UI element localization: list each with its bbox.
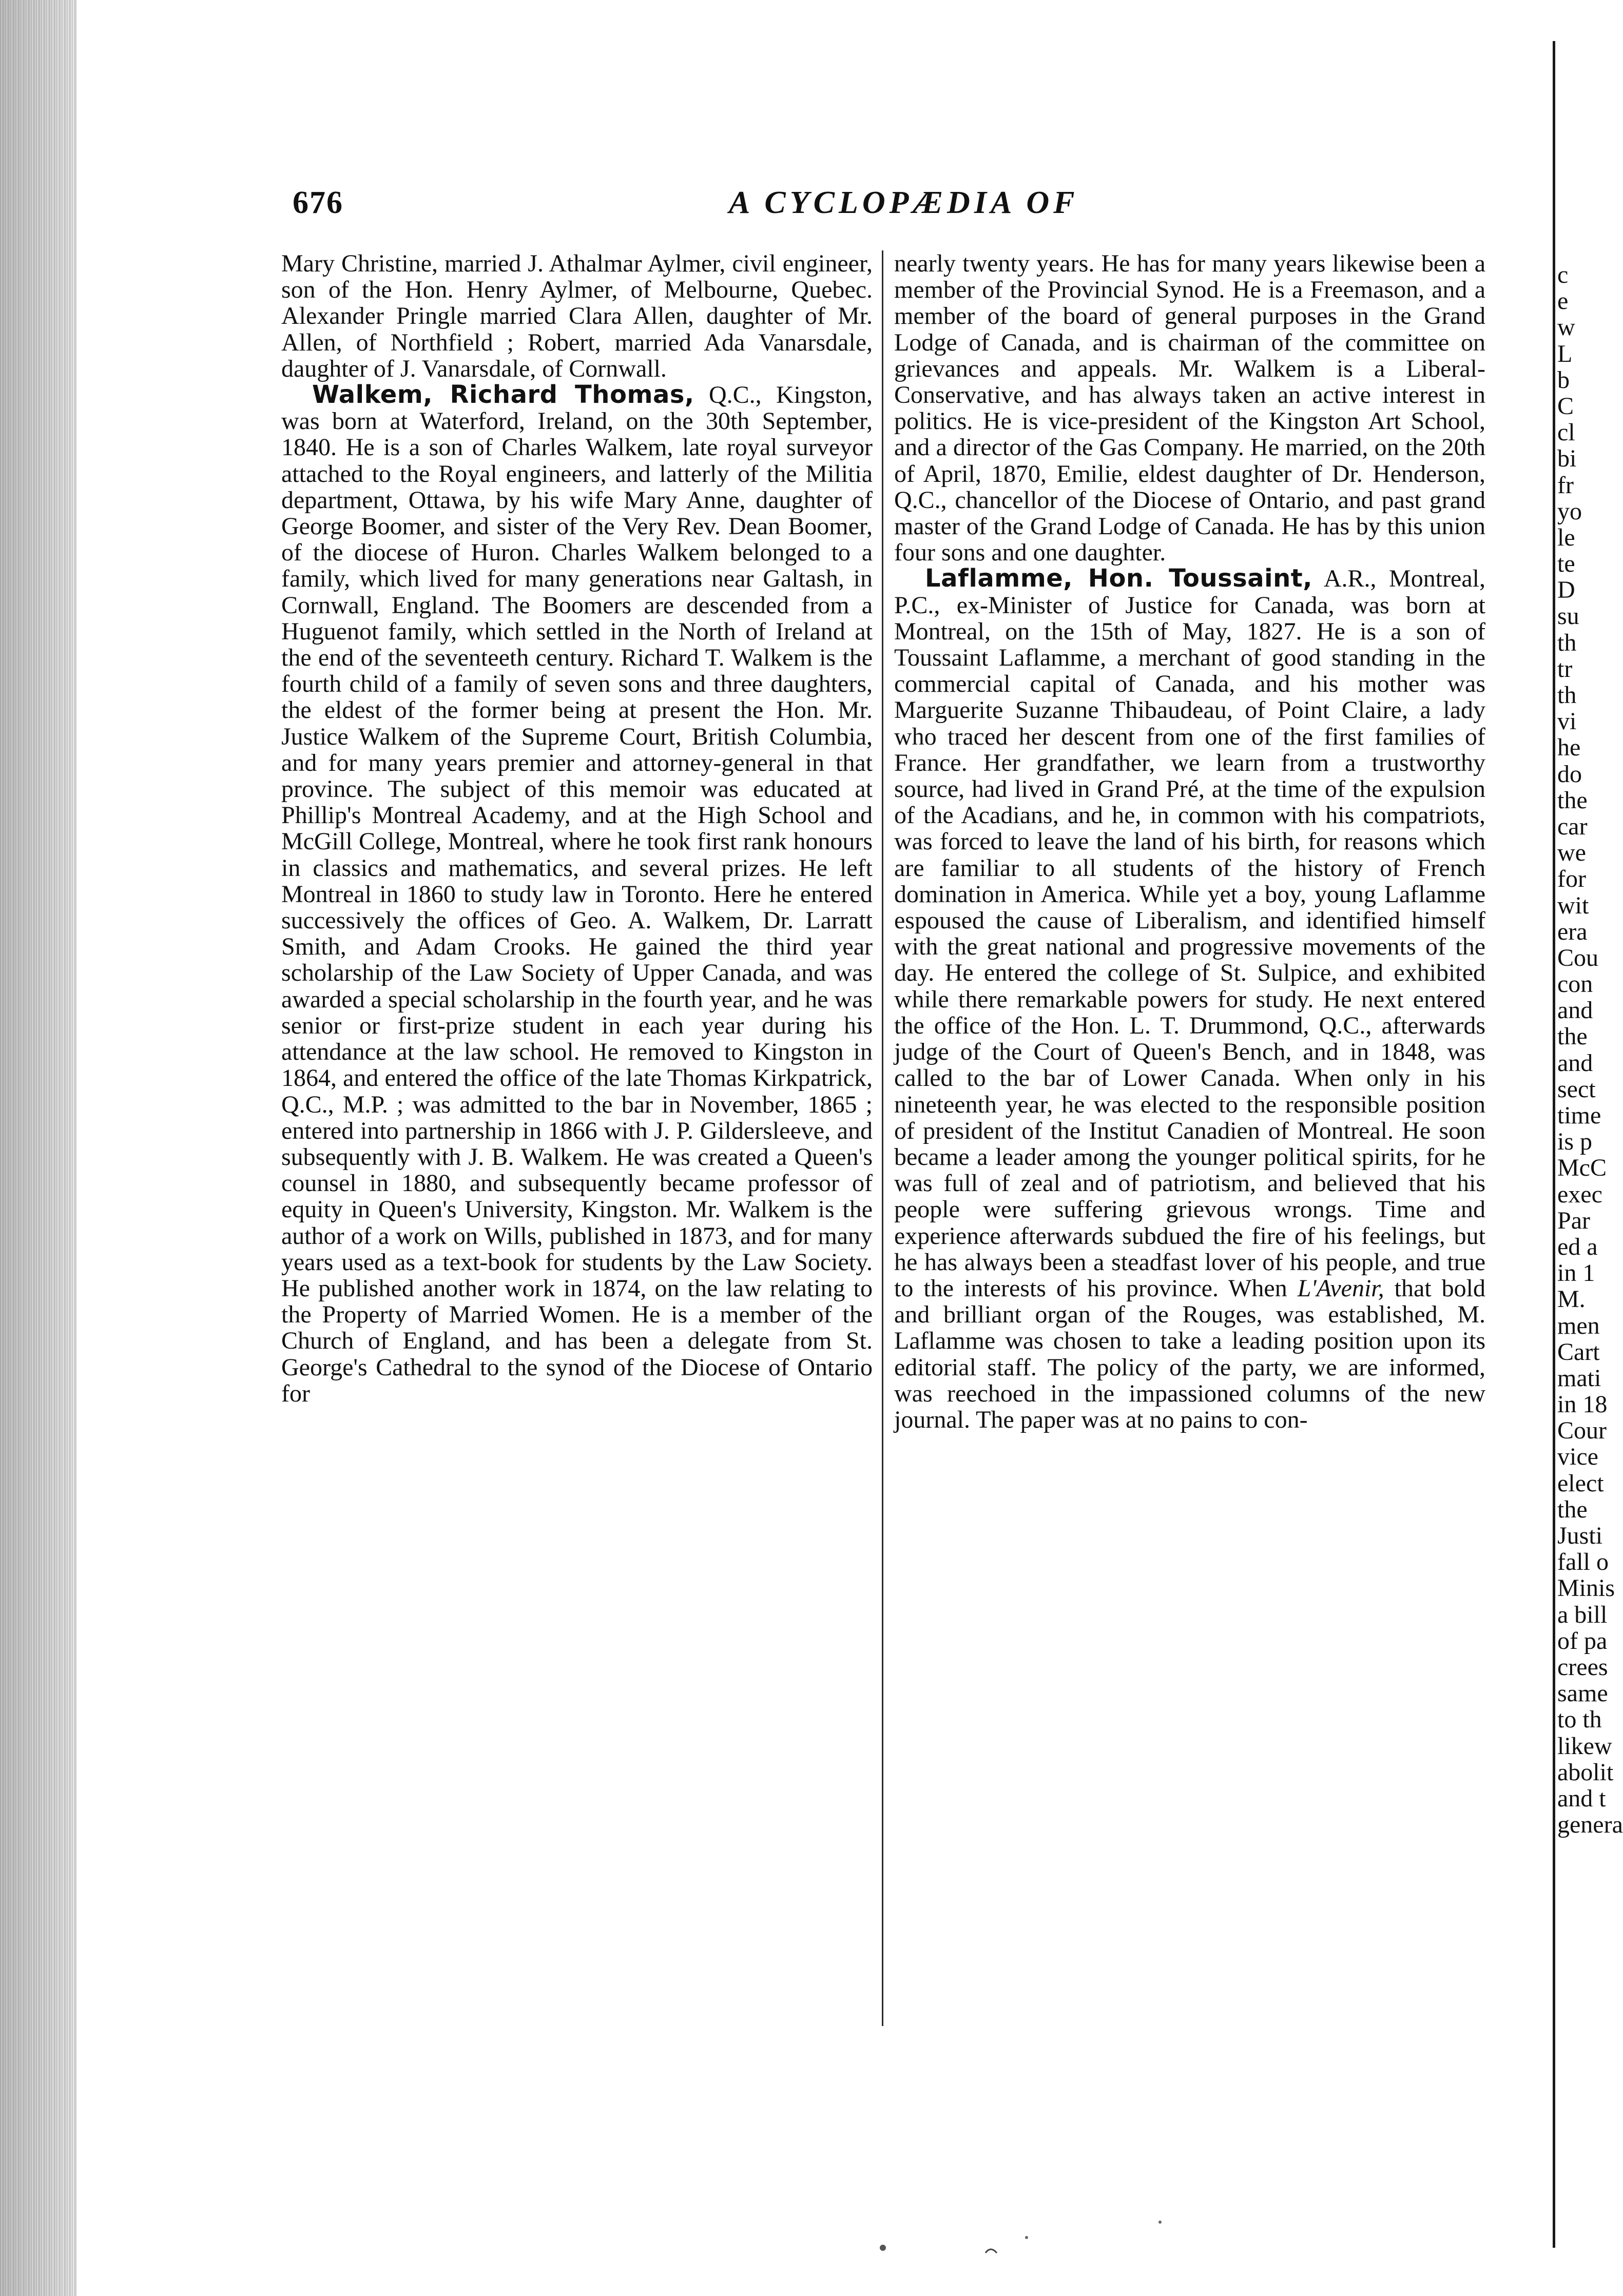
right-column-fragment: c bbox=[1557, 261, 1569, 288]
right-column-fragment: exec bbox=[1557, 1180, 1602, 1208]
right-column-fragment: th bbox=[1557, 682, 1577, 709]
right-column-fragment: to th bbox=[1557, 1706, 1602, 1734]
continuation-paragraph: Mary Christine, married J. Athalmar Aylmer, civil engineer, son of the Hon. Henry Aylmer, of Melbourne, Quebec. Alexander Pringle married Clara Allen, daughter of Mr. Allen, of Northfield ; Robert, married Ada Vanarsdale, daughter of J. Vanarsdale, of Cornwall. bbox=[281, 250, 873, 382]
right-column-fragment: vi bbox=[1557, 708, 1577, 735]
right-column-fragment: fall o bbox=[1557, 1548, 1609, 1576]
right-column-fragment: Justi bbox=[1557, 1522, 1603, 1549]
right-column-fragment: we bbox=[1557, 839, 1586, 867]
right-column-fragment: in 18 bbox=[1557, 1391, 1608, 1418]
right-column-fragment: D bbox=[1557, 576, 1575, 604]
right-column-fragment: tr bbox=[1557, 655, 1573, 683]
right-column-fragment: of pa bbox=[1557, 1627, 1608, 1655]
right-column-fragment: Par bbox=[1557, 1207, 1590, 1234]
right-column-fragment: w bbox=[1557, 314, 1575, 341]
right-column-fragment: is p bbox=[1557, 1128, 1593, 1156]
right-column-fragment: the bbox=[1557, 786, 1588, 814]
right-column-fragment: time bbox=[1557, 1102, 1601, 1129]
newspaper-title: L'Avenir, bbox=[1297, 1274, 1384, 1302]
right-column-fragment: men bbox=[1557, 1312, 1600, 1339]
entry-text: A.R., Montreal, P.C., ex-Minister of Justice for Canada, was born at Montreal, on the 15th of May, 1827. He is a son of Toussaint Laflamme, a merchant of good standing in the commercial capital of Canada, and his mother was Marguerite Suzanne Thibaudeau, of Point Claire, a lady who traced her descent from one of the first families of France. Her grandfather, we learn from a trustworthy source, had lived in Grand Pré, at the time of the expulsion of the Acadians, and he, in common with his compatriots, was forced to leave the land of his birth, for reasons which are familiar to all students of the history of French domination in America. While yet a boy, young Laflamme espoused the cause of Liberalism, and identified himself with the great national and progressive movements of the day. He entered the college of St. Sulpice, and exhibited while there remarkable powers for study. He next entered the office of the Hon. L. T. Drummond, Q.C., afterwards judge of the Court of Queen's Bench, and in 1848, was called to the bar of Lower Canada. When only in his nineteenth year, he was elected to the responsible position of president of the Institut Canadien of Montreal. He soon became a leader among the younger political spirits, for he was full of zeal and of patriotism, and believed that his people were suffering grievous wrongs. Time and experience afterwards subdued the fire of his feelings, but he has always been a steadfast lover of his people, and true to the interests of his province. When bbox=[894, 565, 1485, 1302]
right-column-fragment: e bbox=[1557, 287, 1569, 315]
page-number: 676 bbox=[293, 185, 343, 220]
right-column-fragment: su bbox=[1557, 602, 1579, 630]
right-column-fragment: genera bbox=[1557, 1811, 1623, 1839]
right-column-fragment: the bbox=[1557, 1495, 1588, 1523]
right-column-fragments bbox=[1557, 261, 1623, 1839]
right-column-fragment: and bbox=[1557, 1049, 1593, 1077]
right-column-fragment: for bbox=[1557, 865, 1586, 893]
right-column-fragment: likew bbox=[1557, 1732, 1612, 1760]
entry-name: Laflamme, Hon. Toussaint, bbox=[925, 564, 1312, 593]
right-column-fragment: Cour bbox=[1557, 1417, 1607, 1445]
right-column-fragment: crees bbox=[1557, 1653, 1608, 1681]
right-column-fragment: vice bbox=[1557, 1443, 1598, 1471]
right-column-fragment: era bbox=[1557, 918, 1588, 945]
right-column-fragment: do bbox=[1557, 760, 1582, 788]
entry-text: Q.C., Kingston, was born at Waterford, Ireland, on the 30th September, 1840. He is a son of Charles Walkem, late royal surveyor attached to the Royal engineers, and latterly of the Militia department, Ottawa, by his wife Mary Anne, daughter of George Boomer, and sister of the Very Rev. Dean Boomer, of the diocese of Huron. Charles Walkem belonged to a family, which lived for many generations near Galtash, in Cornwall, England. The Boomers are descended from a Huguenot family, which settled in the North of Ireland at the end of the seventeeth century. Richard T. Walkem is the fourth child of a family of seven sons and three daughters, the eldest of the former being at present the Hon. Mr. Justice Walkem of the Supreme Court, British Columbia, and for many years premier and attorney-general in that province. The subject of this memoir was educated at Phillip's Montreal Academy, and at the High School and McGill College, Montreal, where he took first rank honours in classics and mathematics, and several prizes. He left Montreal in 1860 to study law in Toronto. Here he entered successively the offices of Geo. A. Walkem, Dr. Larratt Smith, and Adam Crooks. He gained the third year scholarship of the Law Society of Upper Canada, and was awarded a special scholarship in the fourth year, and he was senior or first-prize student in each year during his attendance at the law school. He removed to Kingston in 1864, and entered the office of the late Thomas Kirkpatrick, Q.C., M.P. ; was admitted to the bar in November, 1865 ; entered into partnership in 1866 with J. P. Gildersleeve, and subsequently with J. B. Walkem. He was created a Queen's counsel in 1880, and subsequently became professor of equity in Queen's University, Kingston. Mr. Walkem is the author of a work on Wills, published in 1873, and for many years used as a text-book for students by the Law Society. He published another work in 1874, on the law relating to the Property of Married Women. He is a member of the Church of England, and has been a delegate from St. George's Cathedral to the synod of the Diocese of Ontario for bbox=[281, 381, 873, 1407]
right-column-fragment: sect bbox=[1557, 1075, 1596, 1103]
right-column-fragment: the bbox=[1557, 1023, 1588, 1050]
right-column-fragment: le bbox=[1557, 523, 1575, 551]
right-column-fragment: a bill bbox=[1557, 1601, 1608, 1628]
biography-entry-walkem bbox=[281, 382, 873, 1407]
binding-shadow bbox=[0, 0, 77, 2296]
right-column-fragment: he bbox=[1557, 734, 1581, 762]
running-title: A CYCLOPÆDIA OF bbox=[729, 185, 1079, 220]
right-column-fragment: b bbox=[1557, 366, 1570, 394]
right-column-fragment: abolit bbox=[1557, 1758, 1614, 1786]
running-header bbox=[267, 185, 1550, 231]
right-column-fragment: Cart bbox=[1557, 1338, 1600, 1366]
right-column-fragment: car bbox=[1557, 812, 1588, 840]
right-column-fragment: th bbox=[1557, 629, 1577, 656]
right-column-fragment: yo bbox=[1557, 497, 1582, 525]
right-column-fragment: and t bbox=[1557, 1784, 1606, 1812]
entry-text: that bold and brilliant organ of the Rouges, was established, M. Laflamme was chosen to take a leading position upon its editorial staff. The policy of the party, we are informed, was reechoed in the impassioned columns of the new journal. The paper was at no pains to con- bbox=[894, 1274, 1485, 1433]
right-column-fragment: ed a bbox=[1557, 1233, 1598, 1260]
right-column-fragment: and bbox=[1557, 997, 1593, 1024]
right-column-fragment: te bbox=[1557, 550, 1575, 578]
right-column-fragment: M. bbox=[1557, 1286, 1586, 1313]
right-column-fragment: C bbox=[1557, 392, 1574, 420]
right-column-fragment: same bbox=[1557, 1680, 1608, 1707]
page-gutter-line bbox=[1553, 41, 1555, 2248]
column-divider bbox=[882, 250, 883, 2026]
right-column-fragment: mati bbox=[1557, 1364, 1601, 1392]
right-column-fragment: McC bbox=[1557, 1154, 1607, 1182]
biography-entry-laflamme bbox=[894, 566, 1485, 1433]
right-column-fragment: cl bbox=[1557, 419, 1575, 446]
right-column-fragment: Minis bbox=[1557, 1574, 1615, 1602]
right-column-fragment: con bbox=[1557, 970, 1593, 998]
right-column-fragment: L bbox=[1557, 340, 1573, 367]
right-column-fragment: Cou bbox=[1557, 944, 1599, 971]
right-column-fragment: in 1 bbox=[1557, 1259, 1595, 1287]
left-column bbox=[281, 250, 873, 1407]
right-column-fragment: fr bbox=[1557, 471, 1574, 499]
paper-specks bbox=[873, 2207, 1181, 2268]
right-column-fragment: wit bbox=[1557, 891, 1589, 919]
right-column-fragment: bi bbox=[1557, 445, 1577, 473]
middle-column bbox=[894, 250, 1485, 1433]
entry-name: Walkem, Richard Thomas, bbox=[312, 380, 694, 410]
continuation-paragraph: nearly twenty years. He has for many years likewise been a member of the Provincial Synod. He is a Freemason, and a member of the board of general purposes in the Grand Lodge of Canada, and is chairman of the committee on grievances and appeals. Mr. Walkem is a Liberal-Conservative, and has always taken an active interest in politics. He is vice-president of the Kingston Art School, and a director of the Gas Company. He married, on the 20th of April, 1870, Emilie, eldest daughter of Dr. Henderson, Q.C., chancellor of the Diocese of Ontario, and past grand master of the Grand Lodge of Canada. He has by this union four sons and one daughter. bbox=[894, 250, 1485, 567]
right-column-fragment: elect bbox=[1557, 1469, 1604, 1497]
